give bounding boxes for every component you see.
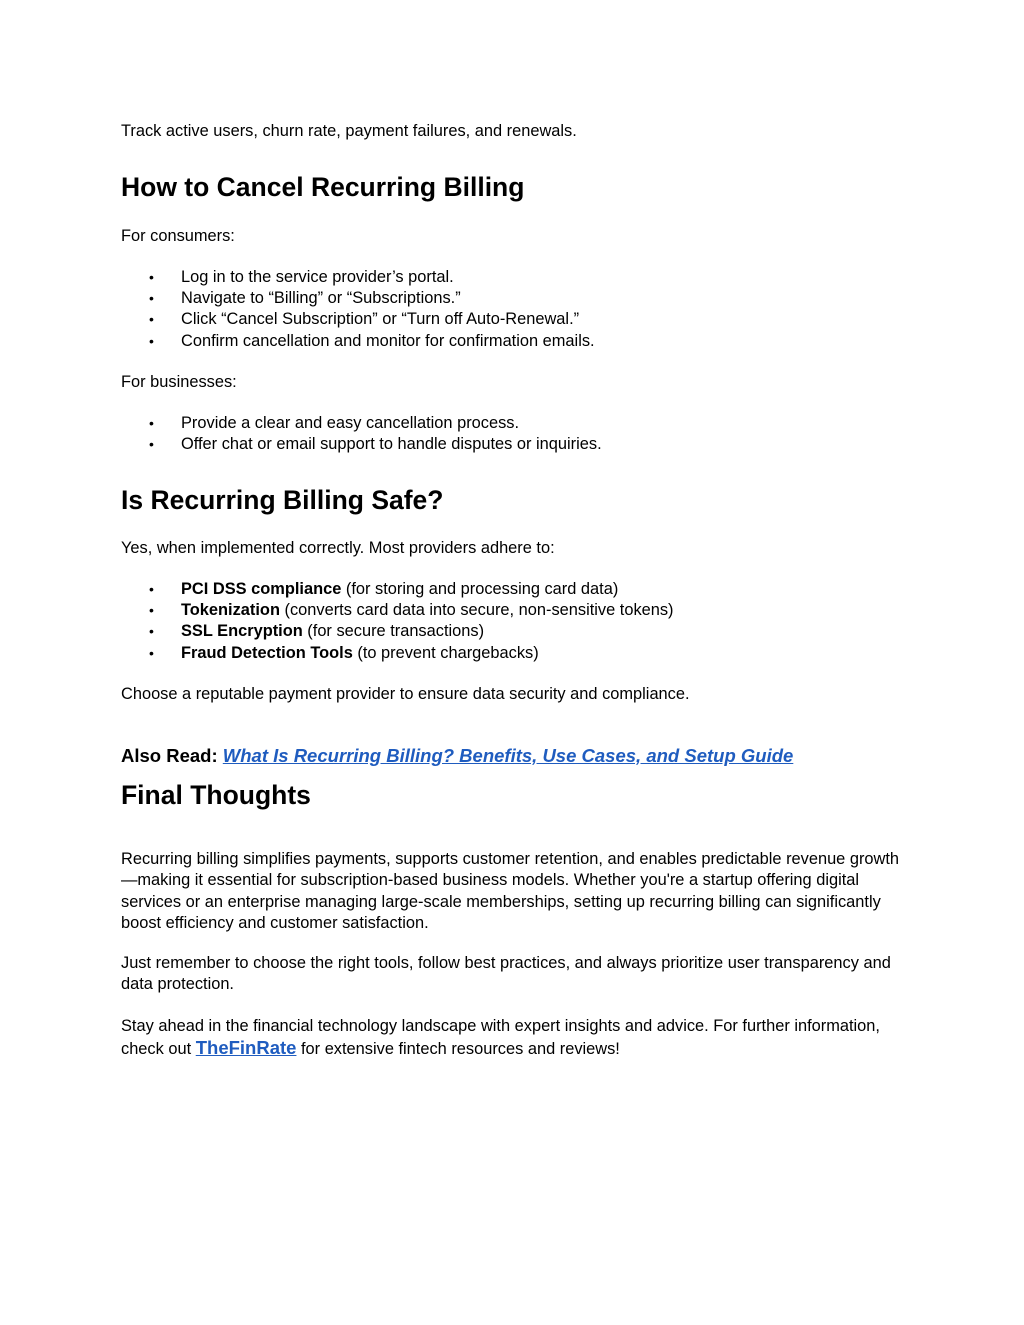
final-paragraph-2: Just remember to choose the right tools, follow best practices, and always prioritize user transparency and data protection.	[121, 954, 891, 994]
list-item: • Click “Cancel Subscription” or “Turn off Auto-Renewal.”	[121, 309, 595, 330]
intro-line: Track active users, churn rate, payment failures, and renewals.	[121, 122, 577, 140]
bullet-icon: •	[149, 581, 154, 597]
bullet-icon: •	[149, 623, 154, 640]
business-steps-list	[121, 413, 602, 455]
consumers-label: For consumers:	[121, 227, 235, 245]
list-item: • Provide a clear and easy cancellation process.	[121, 413, 602, 434]
bullet-icon: •	[149, 290, 154, 307]
list-item	[121, 600, 674, 621]
list-item	[121, 643, 674, 664]
safe-intro: Yes, when implemented correctly. Most providers adhere to:	[121, 539, 555, 557]
final-paragraph-1: Recurring billing simplifies payments, supports customer retention, and enables predictable revenue growth—making it essential for subscription-based business models. Whether you're a startup offering digital services or an enterprise managing large-scale memberships, setting up recurring billing can significantly boost efficiency and customer satisfaction.	[121, 850, 900, 932]
also-read-link[interactable]: What Is Recurring Billing? Benefits, Use Cases, and Setup Guide	[222, 744, 794, 766]
bullet-icon: •	[149, 269, 154, 285]
safety-detail: (for secure transactions)	[302, 622, 485, 641]
bullet-icon: •	[149, 644, 154, 661]
safety-detail: (for storing and processing card data)	[341, 580, 619, 598]
list-item: • Log in to the service provider’s portal.	[121, 267, 595, 288]
bullet-icon: •	[149, 436, 154, 453]
cancel-heading: How to Cancel Recurring Billing	[121, 172, 525, 202]
safe-closing: Choose a reputable payment provider to ensure data security and compliance.	[121, 685, 690, 703]
bullet-icon: •	[149, 311, 154, 328]
bullet-icon: •	[149, 602, 154, 619]
list-item: • Confirm cancellation and monitor for confirmation emails.	[121, 331, 595, 352]
list-item	[121, 621, 674, 642]
safety-term: SSL Encryption	[181, 622, 303, 641]
safety-list	[121, 579, 674, 664]
safety-detail: (converts card data into secure, non-sensitive tokens)	[279, 601, 674, 620]
also-read-line	[121, 744, 793, 768]
safety-term: Fraud Detection Tools	[181, 643, 353, 662]
final-heading: Final Thoughts	[121, 780, 311, 810]
list-item: • Navigate to “Billing” or “Subscriptions.”	[121, 288, 595, 309]
list-item: • Offer chat or email support to handle disputes or inquiries.	[121, 434, 602, 455]
thefinrate-link[interactable]: TheFinRate	[195, 1037, 297, 1059]
safety-term: Tokenization	[181, 601, 280, 620]
final-paragraph-3: Stay ahead in the financial technology landscape with expert insights and advice. For further information, check out TheFinRate for extensive fintech resources and reviews!	[121, 1017, 880, 1059]
safety-term: PCI DSS compliance	[181, 580, 342, 598]
safe-heading: Is Recurring Billing Safe?	[121, 485, 444, 515]
businesses-label: For businesses:	[121, 373, 237, 391]
list-item	[121, 579, 674, 600]
bullet-icon: •	[149, 332, 154, 349]
consumer-steps-list	[121, 267, 595, 352]
also-read-label: Also Read:	[121, 744, 223, 766]
bullet-icon: •	[149, 415, 154, 431]
safety-detail: (to prevent chargebacks)	[352, 643, 539, 662]
